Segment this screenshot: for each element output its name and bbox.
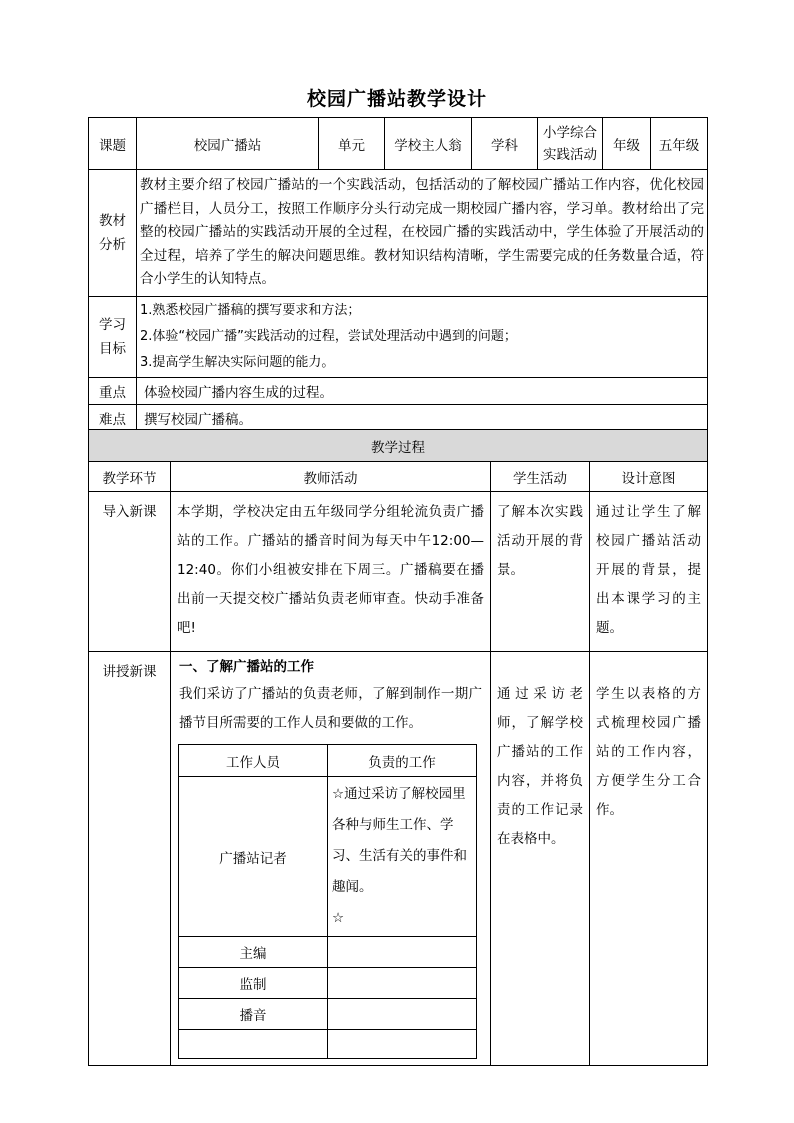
analysis-row [89,170,708,297]
staff-header-duty: 负责的工作 [328,745,477,777]
staff-row [179,937,477,968]
intro-student: 了解本次实践活动开展的背景。 [491,492,590,652]
difficulty-text: 撰写校园广播稿。 [137,405,708,432]
lecture-intent: 学生以表格的方式梳理校园广播站的工作内容，方便学生分工合作。 [590,652,708,1066]
difficulty-label: 难点 [89,405,137,432]
grade-value: 五年级 [651,118,708,170]
info-table [88,117,708,432]
staff-duty-text: ☆通过采访了解校园里各种与师生工作、学习、生活有关的事件和趣闻。 [332,786,467,895]
objectives-label [89,297,137,378]
unit-label: 单元 [319,118,385,170]
lecture-student: 通过采访老师，了解学校广播站的工作内容，并将负责的工作记录在表格中。 [491,652,590,1066]
staff-duty [328,1030,477,1059]
subject-value-line1: 小学综合 [543,124,597,141]
grade-label: 年级 [603,118,651,170]
header-stage: 教学环节 [89,462,171,492]
lecture-stage: 讲授新课 [89,652,171,1066]
staff-header-role: 工作人员 [179,745,328,777]
staff-duty-star: ☆ [332,910,345,926]
process-title-row [89,430,708,462]
difficulty-row [89,405,708,432]
objectives-label-line1: 学习 [99,317,126,333]
staff-row [179,968,477,999]
intro-row [89,492,708,652]
subject-value-line2: 实践活动 [543,146,597,163]
staff-duty [328,777,477,937]
topic-value: 校园广播站 [137,118,319,170]
staff-duty [328,968,477,999]
staff-duty [328,937,477,968]
staff-role: 播音 [179,999,328,1030]
lecture-teacher [171,652,491,1066]
objective-item: 1.熟悉校园广播稿的撰写要求和方法； [140,303,361,318]
staff-role: 监制 [179,968,328,999]
objectives-list [137,297,708,378]
subject-label: 学科 [472,118,538,170]
objectives-label-line2: 目标 [99,341,126,357]
staff-row [179,777,477,937]
analysis-label [89,170,137,297]
objective-item: 3.提高学生解决实际问题的能力。 [140,355,335,370]
page-title: 校园广播站教学设计 [306,88,487,110]
staff-row [179,999,477,1030]
objective-item: 2.体验“校园广播”实践活动的过程，尝试处理活动中遇到的问题； [140,329,517,344]
intro-stage: 导入新课 [89,492,171,652]
analysis-label-line1: 教材 [99,213,126,229]
staff-row [179,1030,477,1059]
staff-role: 广播站记者 [179,777,328,937]
lecture-row [89,652,708,1066]
lecture-teacher-text: 我们采访了广播站的负责老师，了解到制作一期广播节目所需要的工作人员和要做的工作。 [179,686,482,731]
analysis-label-line2: 分析 [99,237,126,253]
intro-intent: 通过让学生了解校园广播站活动开展的背景，提出本课学习的主题。 [590,492,708,652]
staff-duty-table [178,744,477,1059]
header-student: 学生活动 [491,462,590,492]
header-teacher: 教师活动 [171,462,491,492]
subject-value [538,118,603,170]
process-table [88,429,708,1066]
section-heading: 一、了解广播站的工作 [179,659,314,675]
staff-table-header [179,745,477,777]
header-intent: 设计意图 [590,462,708,492]
analysis-text: 教材主要介绍了校园广播站的一个实践活动，包括活动的了解校园广播站工作内容，优化校园广播栏目，人员分工，按照工作顺序分头行动完成一期校园广播内容，学习单。教材给出了完整的校园广播站的实践活动开展的全过程，在校园广播的实践活动中，学生体验了开展活动的全过程，培养了学生的解决问题思维。教材知识结构清晰，学生需要完成的任务数量合适，符合小学生的认知特点。 [137,170,708,297]
staff-role [179,1030,328,1059]
process-title: 教学过程 [89,430,708,462]
process-header-row [89,462,708,492]
info-row [89,118,708,170]
key-point-label: 重点 [89,378,137,405]
intro-teacher: 本学期，学校决定由五年级同学分组轮流负责广播站的工作。广播站的播音时间为每天中午12:00—12:40。你们小组被安排在下周三。广播稿要在播出前一天提交校广播站负责老师审查。快动手准备吧! [171,492,491,652]
unit-value: 学校主人翁 [385,118,472,170]
staff-duty [328,999,477,1030]
topic-label: 课题 [89,118,137,170]
key-point-text: 体验校园广播内容生成的过程。 [137,378,708,405]
objectives-row [89,297,708,378]
staff-role: 主编 [179,937,328,968]
key-point-row [89,378,708,405]
